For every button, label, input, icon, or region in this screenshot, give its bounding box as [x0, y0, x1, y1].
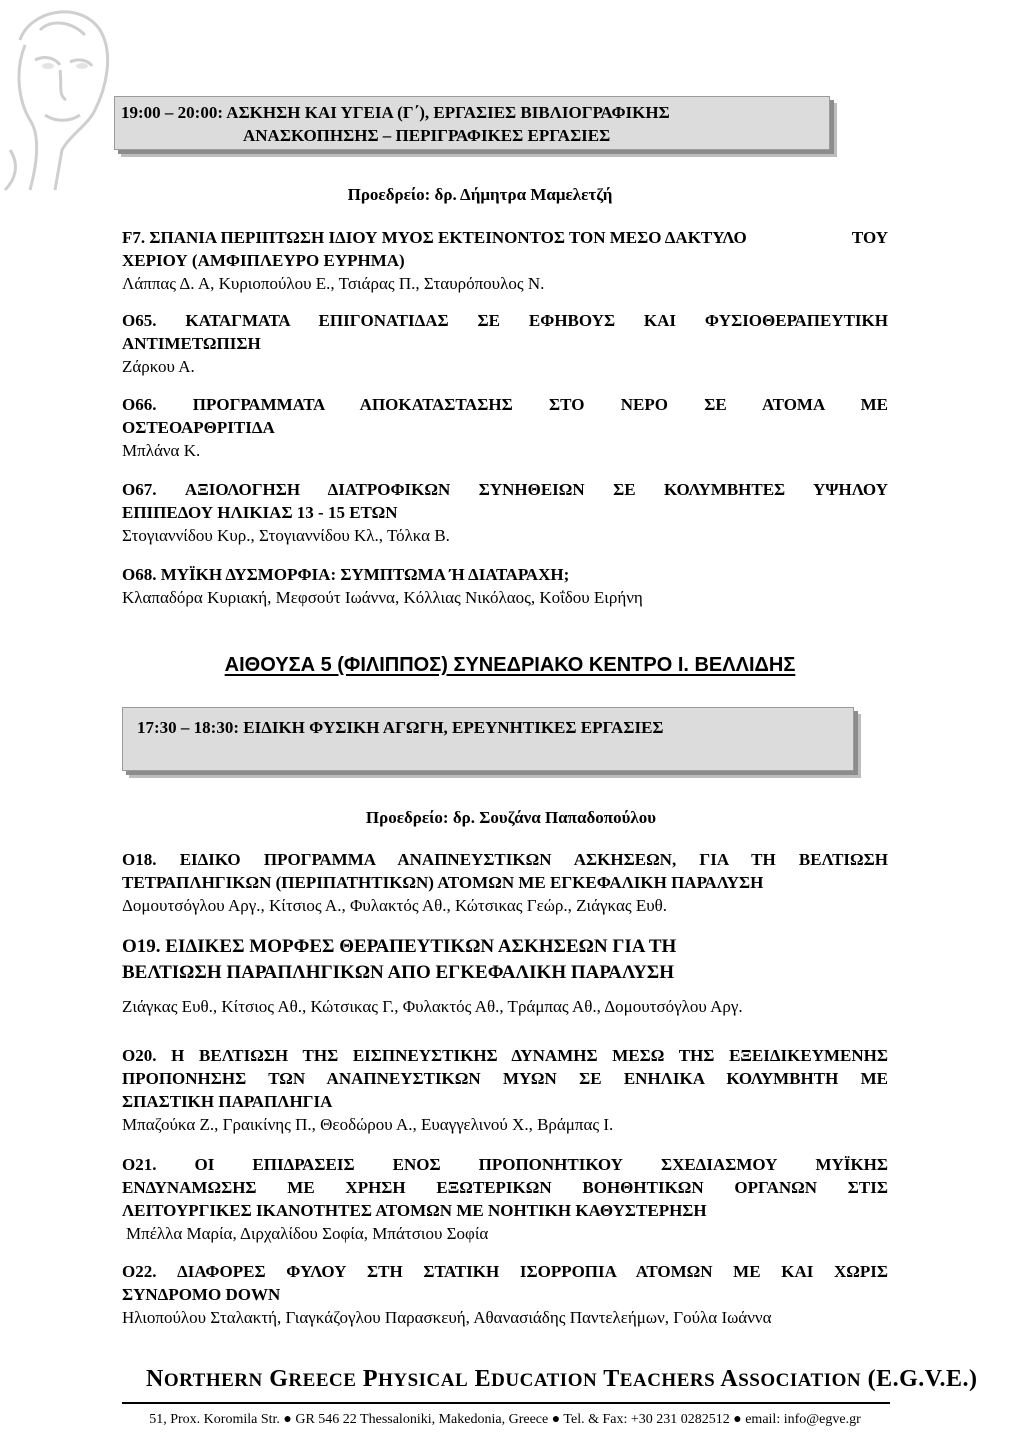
abstract-o22	[122, 1260, 888, 1329]
abstract-title: O19. ΕΙΔΙΚΕΣ ΜΟΡΦΕΣ ΘΕΡΑΠΕΥΤΙΚΩΝ ΑΣΚΗΣΕΩΝ ΓΙΑ ΤΗ	[122, 936, 677, 957]
session-title-line2: ΑΝΑΣΚΟΠΗΣΗΣ – ΠΕΡΙΓΡΑΦΙΚΕΣ ΕΡΓΑΣΙΕΣ	[243, 126, 611, 145]
org-initial: E	[474, 1366, 492, 1392]
org-initial: N	[146, 1366, 164, 1392]
abstract-authors: Ζάρκου Α.	[122, 357, 195, 376]
philosopher-bust-logo	[0, 0, 120, 190]
abstract-authors: Μπλάνα Κ.	[122, 441, 201, 460]
abstract-authors: Μπαζούκα Ζ., Γραικίνης Π., Θεοδώρου Α., Ευαγγελινού Χ., Βράμπας Ι.	[122, 1115, 614, 1134]
abstract-title: O67. ΑΞΙΟΛΟΓΗΣΗ ΔΙΑΤΡΟΦΙΚΩΝ ΣΥΝΗΘΕΙΩΝ ΣΕ ΚΟΛΥΜΒΗΤΕΣ ΥΨΗΛΟΥ	[122, 480, 888, 499]
footer-address: 51, Prox. Koromila Str. ● GR 546 22 Thessaloniki, Makedonia, Greece ● Tel. & Fax: +30 231 0282512 ● email: info@egve.gr	[149, 1412, 861, 1427]
abstract-title: ΤΕΤΡΑΠΛΗΓΙΚΩΝ (ΠΕΡΙΠΑΤΗΤΙΚΩΝ) ΑΤΟΜΩΝ ΜΕ ΕΓΚΕΦΑΛΙΚΗ ΠΑΡΑΛΥΣΗ	[122, 873, 764, 892]
abstract-o20	[122, 1044, 888, 1136]
abstract-o68	[122, 563, 888, 609]
abstract-title: ΣΠΑΣΤΙΚΗ ΠΑΡΑΠΛΗΓΙΑ	[122, 1092, 333, 1111]
abstract-title: ΧΕΡΙΟΥ (ΑΜΦΙΠΛΕΥΡΟ ΕΥΡΗΜΑ)	[122, 251, 405, 270]
session-banner	[122, 707, 854, 771]
abstract-title: ΑΝΤΙΜΕΤΩΠΙΣΗ	[122, 334, 261, 353]
organization-name	[146, 1366, 978, 1393]
session-chair: Προεδρείο: δρ. Σουζάνα Παπαδοπούλου	[365, 808, 657, 827]
session-banner	[114, 96, 830, 150]
org-word: DUCATION	[491, 1370, 598, 1391]
abstract-o21	[122, 1153, 888, 1245]
abstract-title: ΕΝΔΥΝΑΜΩΣΗΣ ΜΕ ΧΡΗΣΗ ΕΞΩΤΕΡΙΚΩΝ ΒΟΗΘΗΤΙΚΩΝ ΟΡΓΑΝΩΝ ΣΤΙΣ	[122, 1178, 888, 1197]
org-word: HYSICAL	[378, 1370, 469, 1391]
hall-heading: ΑΙΘΟΥΣΑ 5 (ΦΙΛΙΠΠΟΣ) ΣΥΝΕΔΡΙΑΚΟ ΚΕΝΤΡΟ Ι. ΒΕΛΛΙΔΗΣ	[224, 654, 796, 676]
abstract-authors: Κλαπαδόρα Κυριακή, Μεφσούτ Ιωάννα, Κόλλιας Νικόλαος, Κοΐδου Ειρήνη	[122, 588, 643, 607]
abstract-title: ΣΥΝΔΡΟΜΟ DOWN	[122, 1285, 281, 1304]
abstract-o66	[122, 393, 888, 462]
abstract-title: O21. ΟΙ ΕΠΙΔΡΑΣΕΙΣ ΕΝΟΣ ΠΡΟΠΟΝΗΤΙΚΟΥ ΣΧΕΔΙΑΣΜΟΥ ΜΥΪΚΗΣ	[122, 1155, 888, 1174]
abstract-title-end: ΤΟΥ	[851, 228, 888, 247]
org-word: EACHERS	[619, 1370, 716, 1391]
abstract-o65	[122, 309, 888, 378]
org-initial: G	[269, 1366, 289, 1392]
org-initial: T	[603, 1366, 620, 1392]
abstract-title: F7. ΣΠΑΝΙΑ ΠΕΡΙΠΤΩΣΗ ΙΔΙΟΥ ΜΥΟΣ ΕΚΤΕΙΝΟΝΤΟΣ ΤΟΝ ΜΕΣΟ ΔΑΚΤΥΛΟ	[122, 228, 747, 247]
footer-divider	[122, 1402, 890, 1404]
abstract-title: ΠΡΟΠΟΝΗΣΗΣ ΤΩΝ ΑΝΑΠΝΕΥΣΤΙΚΩΝ ΜΥΩΝ ΣΕ ΕΝΗΛΙΚΑ ΚΟΛΥΜΒΗΤΗ ΜΕ	[122, 1069, 888, 1088]
abstract-title: O66. ΠΡΟΓΡΑΜΜΑΤΑ ΑΠΟΚΑΤΑΣΤΑΣΗΣ ΣΤΟ ΝΕΡΟ ΣΕ ΑΤΟΜΑ ΜΕ	[122, 395, 888, 414]
abstract-title: ΕΠΙΠΕΔΟΥ ΗΛΙΚΙΑΣ 13 - 15 ΕΤΩΝ	[122, 503, 398, 522]
org-abbreviation: (E.G.V.E.)	[867, 1366, 978, 1392]
abstract-authors: Στογιαννίδου Κυρ., Στογιαννίδου Κλ., Τόλκα Β.	[122, 526, 450, 545]
abstract-authors: Λάππας Δ. Α, Κυριοπούλου Ε., Τσιάρας Π., Σταυρόπουλος Ν.	[122, 274, 545, 293]
abstract-title: O22. ΔΙΑΦΟΡΕΣ ΦΥΛΟΥ ΣΤΗ ΣΤΑΤΙΚΗ ΙΣΟΡΡΟΠΙΑ ΑΤΟΜΩΝ ΜΕ ΚΑΙ ΧΩΡΙΣ	[122, 1262, 888, 1281]
abstract-title: ΒΕΛΤΙΩΣΗ ΠΑΡΑΠΛΗΓΙΚΩΝ ΑΠΟ ΕΓΚΕΦΑΛΙΚΗ ΠΑΡΑΛΥΣΗ	[122, 962, 674, 983]
session-title: 17:30 – 18:30: ΕΙΔΙΚΗ ΦΥΣΙΚΗ ΑΓΩΓΗ, ΕΡΕΥΝΗΤΙΚΕΣ ΕΡΓΑΣΙΕΣ	[137, 718, 664, 737]
abstract-title: O68. ΜΥΪΚΗ ΔΥΣΜΟΡΦΙΑ: ΣΥΜΠΤΩΜΑ Ή ΔΙΑΤΑΡΑΧΗ;	[122, 565, 570, 584]
abstract-f7	[122, 226, 888, 295]
session-chair: Προεδρείο: δρ. Δήμητρα Μαμελετζή	[347, 185, 613, 204]
abstract-o19	[122, 934, 888, 1018]
org-word: ORTHERN	[163, 1370, 263, 1391]
abstract-title: O18. ΕΙΔΙΚΟ ΠΡΟΓΡΑΜΜΑ ΑΝΑΠΝΕΥΣΤΙΚΩΝ ΑΣΚΗΣΕΩΝ, ΓΙΑ ΤΗ ΒΕΛΤΙΩΣΗ	[122, 850, 888, 869]
org-word: REECE	[288, 1370, 357, 1391]
abstract-o18	[122, 848, 888, 917]
abstract-title: O20. Η ΒΕΛΤΙΩΣΗ ΤΗΣ ΕΙΣΠΝΕΥΣΤΙΚΗΣ ΔΥΝΑΜΗΣ ΜΕΣΩ ΤΗΣ ΕΞΕΙΔΙΚΕΥΜΕΝΗΣ	[122, 1046, 888, 1065]
abstract-title: ΛΕΙΤΟΥΡΓΙΚΕΣ ΙΚΑΝΟΤΗΤΕΣ ΑΤΟΜΩΝ ΜΕ ΝΟΗΤΙΚΗ ΚΑΘΥΣΤΕΡΗΣΗ	[122, 1201, 707, 1220]
abstract-o67	[122, 478, 888, 547]
abstract-authors: Μπέλλα Μαρία, Διρχαλίδου Σοφία, Μπάτσιου Σοφία	[126, 1224, 489, 1243]
session-title-line1: 19:00 – 20:00: ΑΣΚΗΣΗ ΚΑΙ ΥΓΕΙΑ (Γ΄), ΕΡΓΑΣΙΕΣ ΒΙΒΛΙΟΓΡΑΦΙΚΗΣ	[121, 103, 670, 122]
abstract-authors: Δομουτσόγλου Αργ., Κίτσιος Α., Φυλακτός Αθ., Κώτσικας Γεώρ., Ζιάγκας Ευθ.	[122, 896, 668, 915]
org-initial: P	[362, 1366, 379, 1392]
org-word: SSOCIATION	[738, 1370, 862, 1391]
abstract-title: O65. ΚΑΤΑΓΜΑΤΑ ΕΠΙΓΟΝΑΤΙΔΑΣ ΣΕ ΕΦΗΒΟΥΣ ΚΑΙ ΦΥΣΙΟΘΕΡΑΠΕΥΤΙΚΗ	[122, 311, 888, 330]
org-initial: A	[720, 1366, 739, 1392]
abstract-authors: Ηλιοπούλου Σταλακτή, Γιαγκάζογλου Παρασκευή, Αθανασιάδης Παντελεήμων, Γούλα Ιωάννα	[122, 1308, 772, 1327]
abstract-title: ΟΣΤΕΟΑΡΘΡΙΤΙΔΑ	[122, 418, 275, 437]
abstract-authors: Ζιάγκας Ευθ., Κίτσιος Αθ., Κώτσικας Γ., Φυλακτός Αθ., Τράμπας Αθ., Δομουτσόγλου Αργ.	[122, 997, 743, 1016]
